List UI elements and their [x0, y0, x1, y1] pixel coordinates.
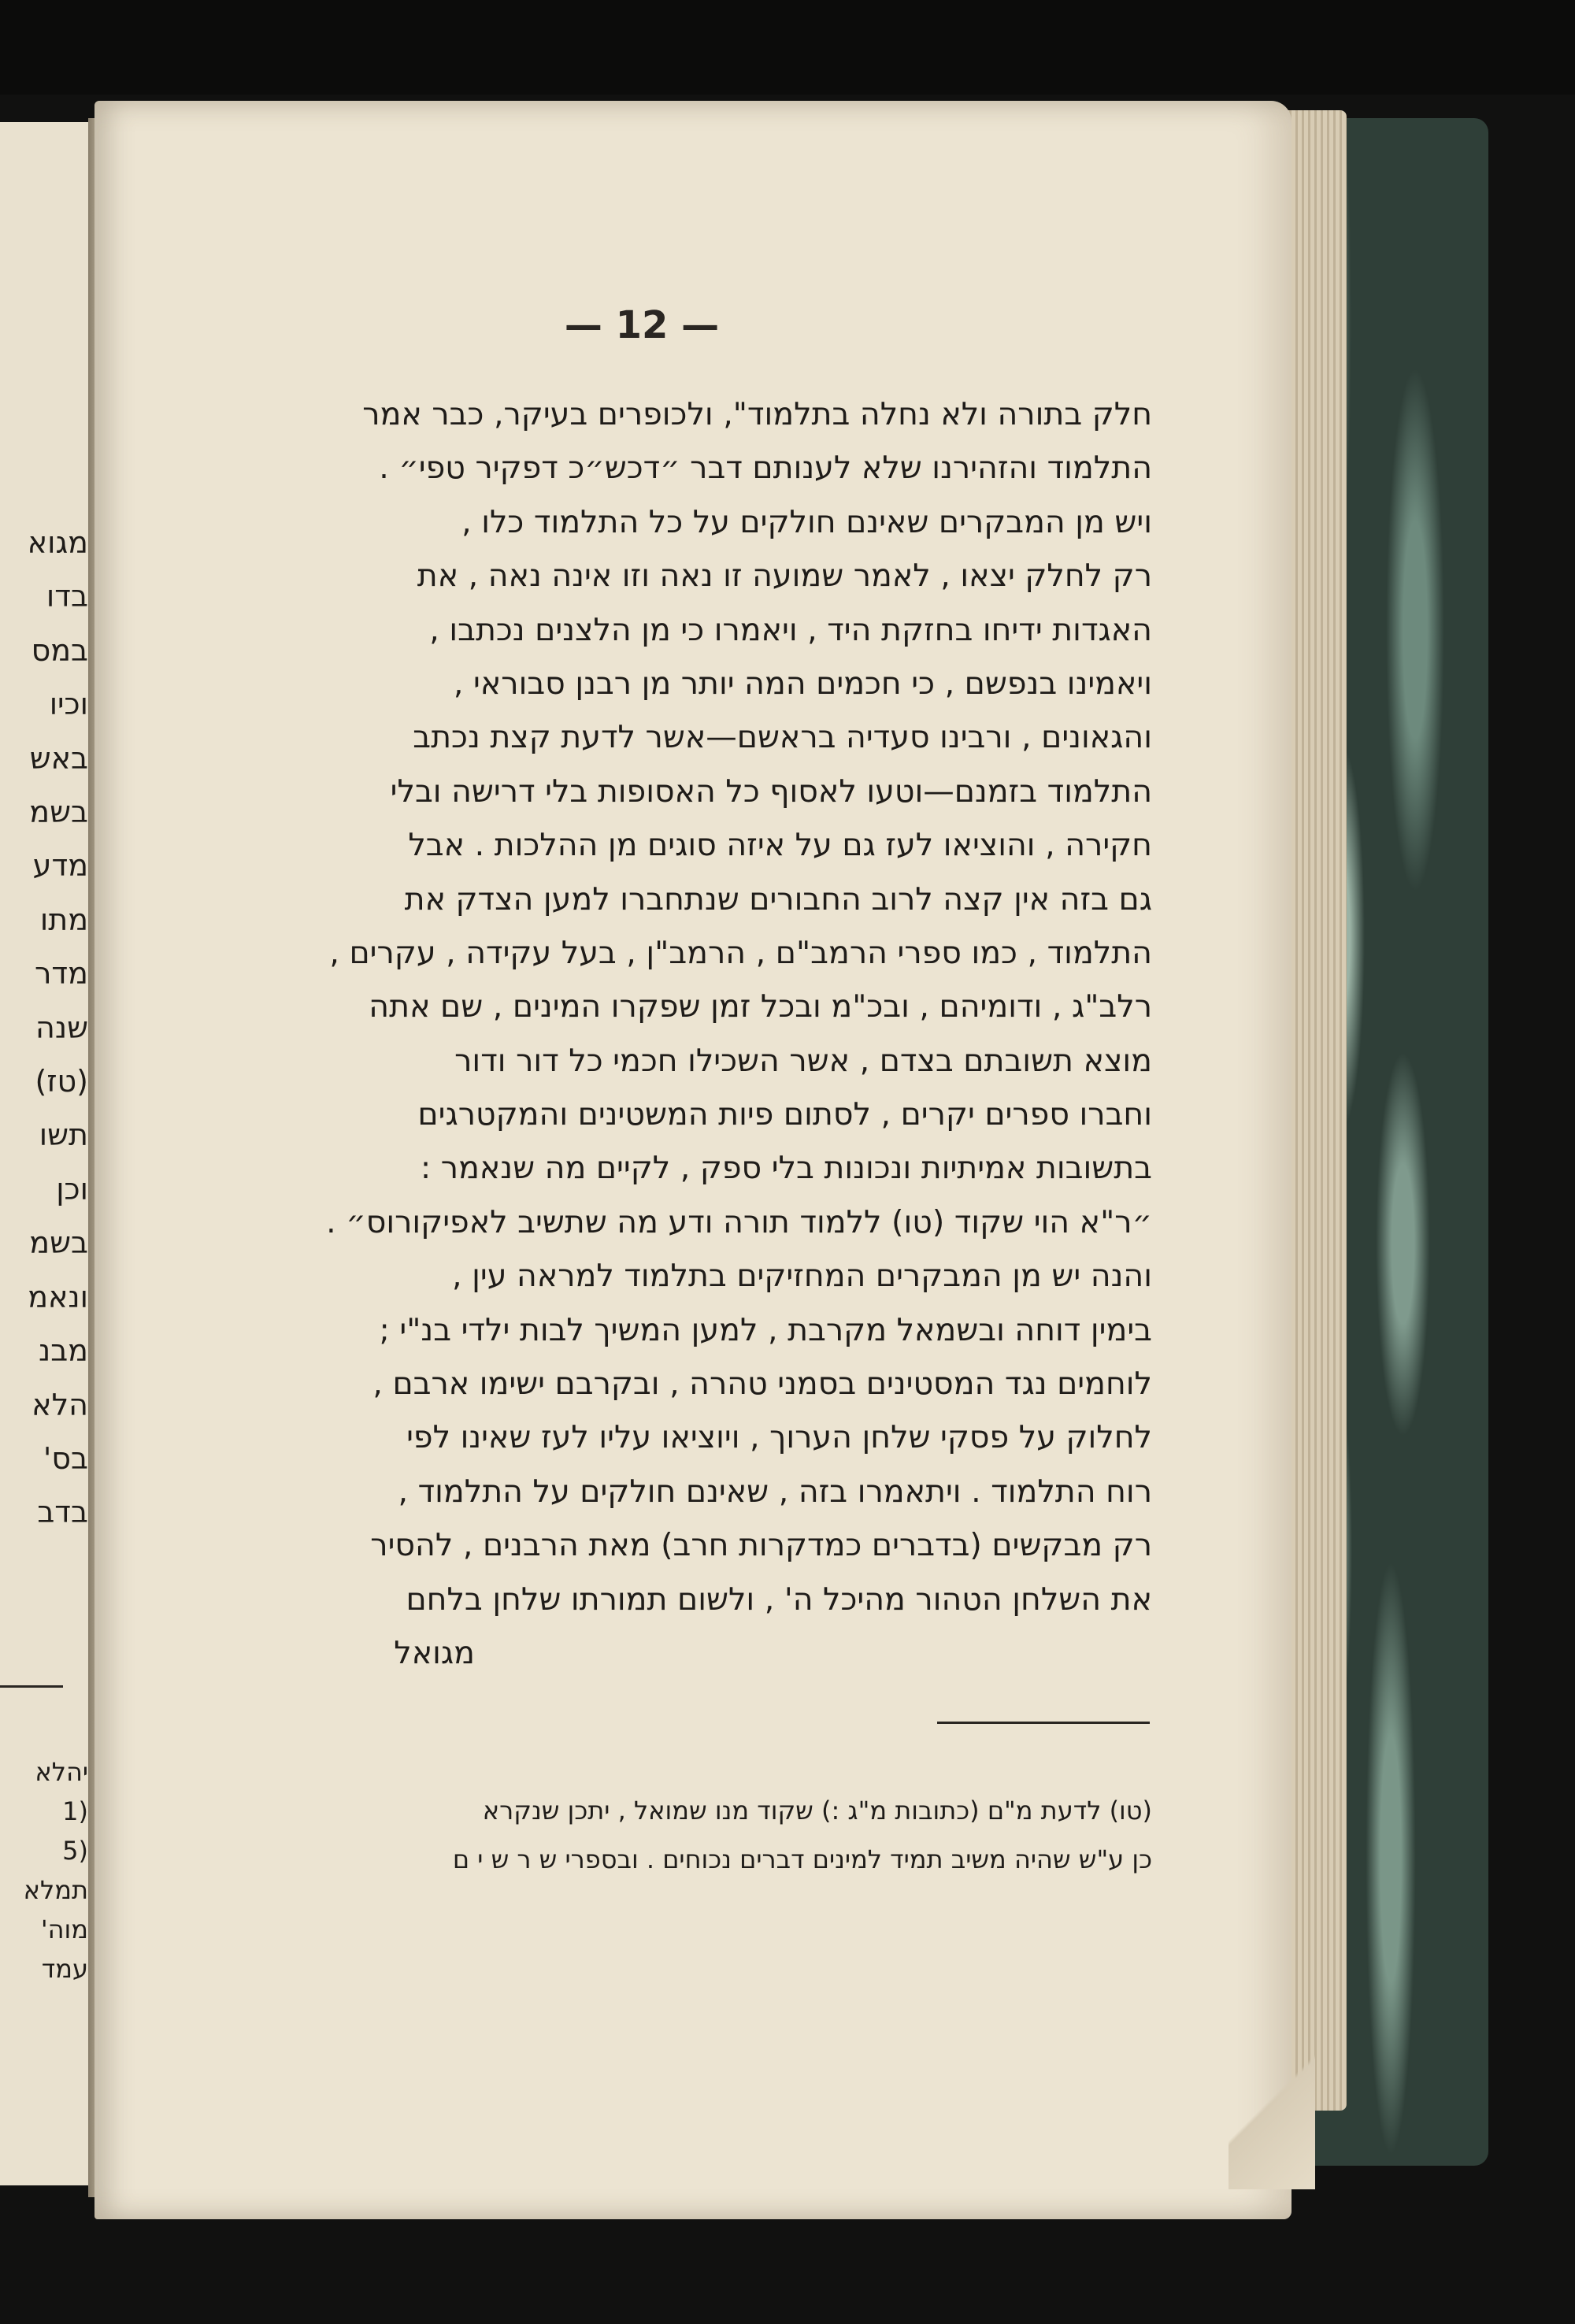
left-fragment: תשו [39, 1118, 88, 1153]
left-fragment: ונאמ [28, 1279, 88, 1314]
text-line: והגאונים , ורבינו סעדיה בראשם—אשר לדעת קצת נכתב [413, 719, 1152, 756]
footnote-line: כן ע"ש שהיה משיב תמיד למינים דברים נכוחים . ובספרי ש ר ש י ם [452, 1844, 1152, 1874]
left-fragment: במס [31, 632, 88, 668]
left-fragment: מבנ [39, 1333, 88, 1369]
page-number: — 12 — [564, 303, 720, 347]
left-fragment: וכן [56, 1171, 88, 1206]
text-line: התלמוד בזמנם—וטעו לאסוף כל האסופות בלי דרישה ובלי [390, 773, 1152, 810]
left-fragment: בדב [37, 1495, 88, 1530]
footnotes [140, 1786, 1152, 1884]
text-line: בימין דוחה ובשמאל מקרבת , למען המשיך לבות ילדי בנ"י ; [379, 1311, 1152, 1348]
left-fragment: הלא [32, 1387, 88, 1422]
text-line: וחברו ספרים יקרים , לסתום פיות המשטינים והמקטרגים [417, 1096, 1152, 1133]
left-fragment: (טז) [35, 1064, 88, 1099]
left-fragment: מגוא [27, 525, 88, 560]
body-text [140, 387, 1152, 1680]
text-line: רוח התלמוד . ויתאמרו בזה , שאינם חולקים על התלמוד , [398, 1473, 1152, 1510]
left-fragment: בשמ [29, 795, 88, 830]
left-page-notes [0, 1752, 88, 1989]
text-line: מגואל [394, 1634, 475, 1671]
left-footnote-rule [0, 1685, 63, 1688]
text-line: התלמוד והזהירנו שלא לענותם דבר ״דכש״כ דפקיר טפי״ . [379, 450, 1152, 487]
text-line: רק מבקשים (בדברים כמדקרות חרב) מאת הרבנים , להסיר [370, 1527, 1152, 1564]
left-page [0, 122, 98, 2185]
footnote-line: (טו) לדעת מ"ם (כתובות מ"ג :) שקוד מנו שמואל , יתכן שנקרא [482, 1796, 1152, 1825]
text-line: בתשובות אמיתיות ונכונות בלי ספק , לקיים מה שנאמר : [420, 1150, 1152, 1187]
text-line: ״ר"א הוי שקוד (טו) ללמוד תורה ודע מה שתשיב לאפיקורוס״ . [326, 1203, 1152, 1240]
left-note: עמד [41, 1954, 88, 1984]
text-line: ויש מן המבקרים שאינם חולקים על כל התלמוד כלו , [461, 503, 1152, 540]
left-note: מוה' [40, 1914, 88, 1944]
left-fragment: מדר [34, 956, 88, 991]
text-line: לחלוק על פסקי שלחן הערוך , ויוציאו עליו לעז שאינו לפי [406, 1419, 1152, 1456]
left-note: תמלא [23, 1875, 88, 1905]
text-line: רק לחלק יצאו , לאמר שמועה זו נאה וזו אינה נאה , את [417, 558, 1152, 595]
text-line: חלק בתורה ולא נחלה בתלמוד", ולכופרים בעיקר, כבר אמר [362, 396, 1152, 432]
left-fragment: וכיו [49, 687, 88, 722]
text-line: את השלחן הטהור מהיכל ה' , ולשום תמורתו שלחן בלחם [406, 1581, 1152, 1618]
left-fragment: באש [29, 740, 88, 776]
left-note: יהלא [35, 1757, 88, 1787]
footnote-rule [937, 1722, 1150, 1724]
left-fragment: שנה [35, 1010, 88, 1045]
left-page-text [0, 516, 88, 1540]
text-line: חקירה , והוציאו לעז גם על איזה סוגים מן ההלכות . אבל [408, 827, 1152, 864]
left-fragment: מתו [39, 902, 88, 937]
text-line: גם בזה אין קצה לרוב החבורים שנתחברו למען הצדק את [404, 880, 1152, 917]
text-line: והנה יש מן המבקרים המחזיקים בתלמוד למראה עין , [452, 1258, 1152, 1295]
text-line: לוחמים נגד המסטינים בסמני טהרה , ובקרבם ישימו ארבם , [372, 1366, 1152, 1403]
left-fragment: בס' [43, 1440, 88, 1476]
text-line: רלב"ג , ודומיהם , ובכ"מ ובכל זמן שפקרו המינים , שם אתה [369, 988, 1152, 1025]
page-corner-curl [1228, 2016, 1315, 2189]
text-line: מוצא תשובתם בצדם , אשר השכילו חכמי כל דור ודור [454, 1042, 1152, 1079]
text-line: האגדות ידיחו בחזקת היד , ויאמרו כי מן הלצנים נכתבו , [429, 611, 1152, 648]
text-line: ויאמינו בנפשם , כי חכמים המה יותר מן רבנן סבוראי , [453, 665, 1152, 702]
left-fragment: בשמ [29, 1225, 88, 1261]
left-fragment: מדע [32, 848, 88, 884]
left-note: (1 [62, 1796, 88, 1826]
left-note: (5 [62, 1836, 88, 1866]
left-fragment: בדו [46, 579, 88, 614]
text-line: התלמוד , כמו ספרי הרמב"ם , הרמב"ן , בעל עקידה , עקרים , [329, 934, 1152, 971]
background [0, 0, 1575, 95]
